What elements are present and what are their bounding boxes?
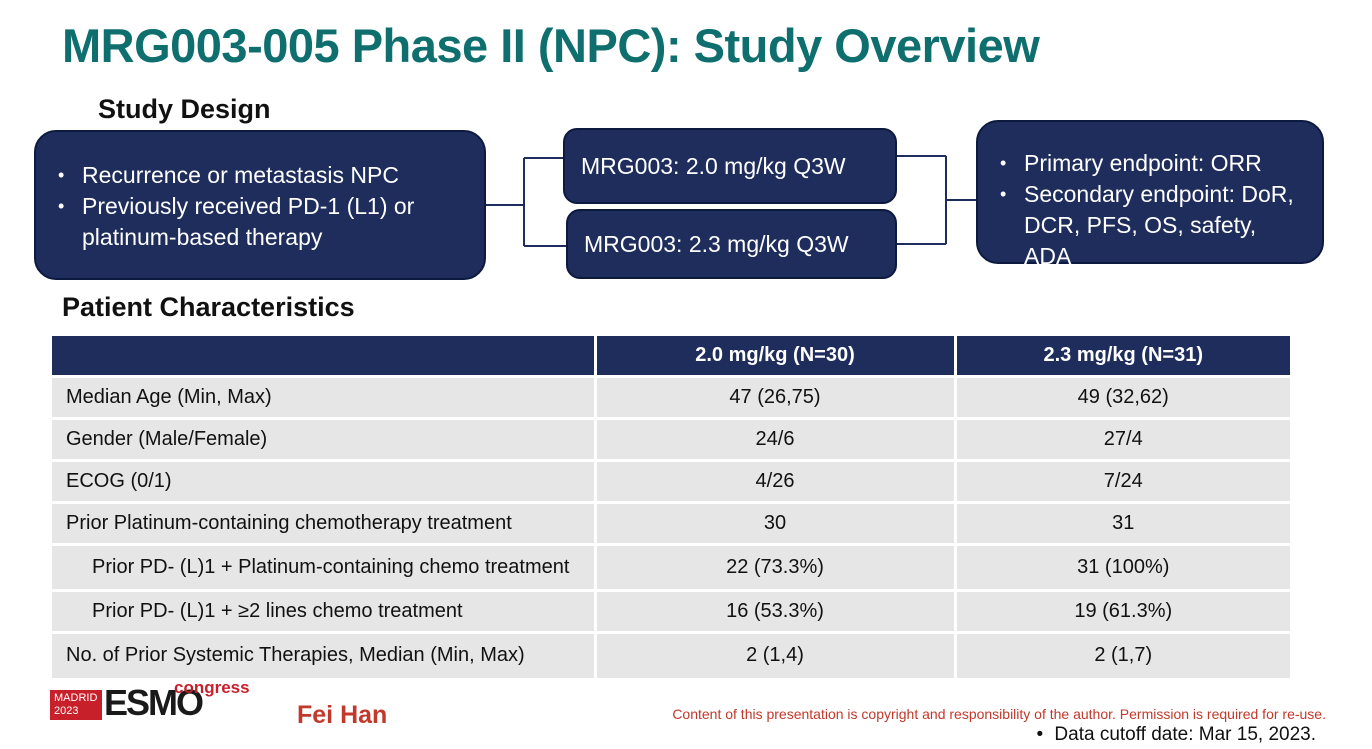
row-label: Prior PD- (L)1 + Platinum-containing chemo treatment bbox=[52, 544, 595, 590]
row-label: No. of Prior Systemic Therapies, Median (Min, Max) bbox=[52, 632, 595, 678]
bullet: • bbox=[1000, 153, 1007, 173]
slide-title: MRG003-005 Phase II (NPC): Study Overview bbox=[62, 19, 1040, 72]
cell-2-3-dose: 2 (1,7) bbox=[955, 632, 1290, 678]
bullet: • bbox=[58, 165, 65, 185]
eligibility-box bbox=[34, 130, 486, 280]
cell-2-0-dose: 24/6 bbox=[595, 418, 955, 460]
bullet: • bbox=[1036, 724, 1044, 745]
data-cutoff-note bbox=[1036, 724, 1316, 746]
cell-2-3-dose: 31 (100%) bbox=[955, 544, 1290, 590]
cell-2-3-dose: 31 bbox=[955, 502, 1290, 544]
esmo-congress-logo bbox=[50, 680, 250, 722]
table-row bbox=[52, 502, 1290, 544]
table-row bbox=[52, 590, 1290, 632]
logo-city-badge: MADRID 2023 bbox=[50, 690, 102, 720]
patient-characteristics-heading: Patient Characteristics bbox=[62, 292, 355, 322]
cell-2-0-dose: 47 (26,75) bbox=[595, 376, 955, 418]
cell-2-0-dose: 30 bbox=[595, 502, 955, 544]
cell-2-3-dose: 19 (61.3%) bbox=[955, 590, 1290, 632]
row-label: Median Age (Min, Max) bbox=[52, 376, 595, 418]
presenter-name: Fei Han bbox=[297, 701, 388, 729]
copyright-notice: Content of this presentation is copyright and responsibility of the author. Permission is required for re-use. bbox=[672, 706, 1326, 722]
table-row bbox=[52, 460, 1290, 502]
row-label: Prior Platinum-containing chemotherapy treatment bbox=[52, 502, 595, 544]
cell-2-0-dose: 2 (1,4) bbox=[595, 632, 955, 678]
cell-2-3-dose: 7/24 bbox=[955, 460, 1290, 502]
table-row bbox=[52, 376, 1290, 418]
study-design-heading: Study Design bbox=[98, 94, 271, 124]
cell-2-3-dose: 49 (32,62) bbox=[955, 376, 1290, 418]
cell-2-3-dose: 27/4 bbox=[955, 418, 1290, 460]
cutoff-text: Data cutoff date: Mar 15, 2023. bbox=[1054, 724, 1316, 745]
bullet: • bbox=[58, 196, 65, 216]
arm-label: MRG003: 2.0 mg/kg Q3W bbox=[581, 152, 846, 179]
header-cell-blank bbox=[52, 336, 595, 376]
cell-2-0-dose: 4/26 bbox=[595, 460, 955, 502]
row-label: Prior PD- (L)1 + ≥2 lines chemo treatment bbox=[52, 590, 595, 632]
cell-2-0-dose: 22 (73.3%) bbox=[595, 544, 955, 590]
row-label: ECOG (0/1) bbox=[52, 460, 595, 502]
table-row bbox=[52, 544, 1290, 590]
table-row bbox=[52, 632, 1290, 678]
cell-2-0-dose: 16 (53.3%) bbox=[595, 590, 955, 632]
endpoint-item: • Secondary endpoint: DoR, DCR, PFS, OS, safety, ADA bbox=[1000, 181, 1294, 269]
logo-event: congress bbox=[174, 678, 250, 697]
table-header-row bbox=[52, 336, 1290, 376]
bullet: • bbox=[1000, 184, 1007, 204]
eligibility-item: • Recurrence or metastasis NPC bbox=[58, 160, 464, 191]
patient-characteristics-table bbox=[52, 336, 1290, 678]
logo-brand: ESMO bbox=[104, 682, 203, 723]
arm-box-2-3 bbox=[566, 209, 897, 279]
endpoints-box bbox=[976, 120, 1324, 269]
header-cell-2-3-dose: 2.3 mg/kg (N=31) bbox=[955, 336, 1290, 376]
endpoint-item: • Primary endpoint: ORR bbox=[1000, 148, 1308, 179]
arm-label: MRG003: 2.3 mg/kg Q3W bbox=[584, 230, 849, 257]
row-label: Gender (Male/Female) bbox=[52, 418, 595, 460]
arm-box-2-0 bbox=[563, 128, 897, 204]
table-row bbox=[52, 418, 1290, 460]
header-cell-2-0-dose: 2.0 mg/kg (N=30) bbox=[595, 336, 955, 376]
eligibility-item: • Previously received PD-1 (L1) or platinum-based therapy bbox=[58, 193, 415, 250]
